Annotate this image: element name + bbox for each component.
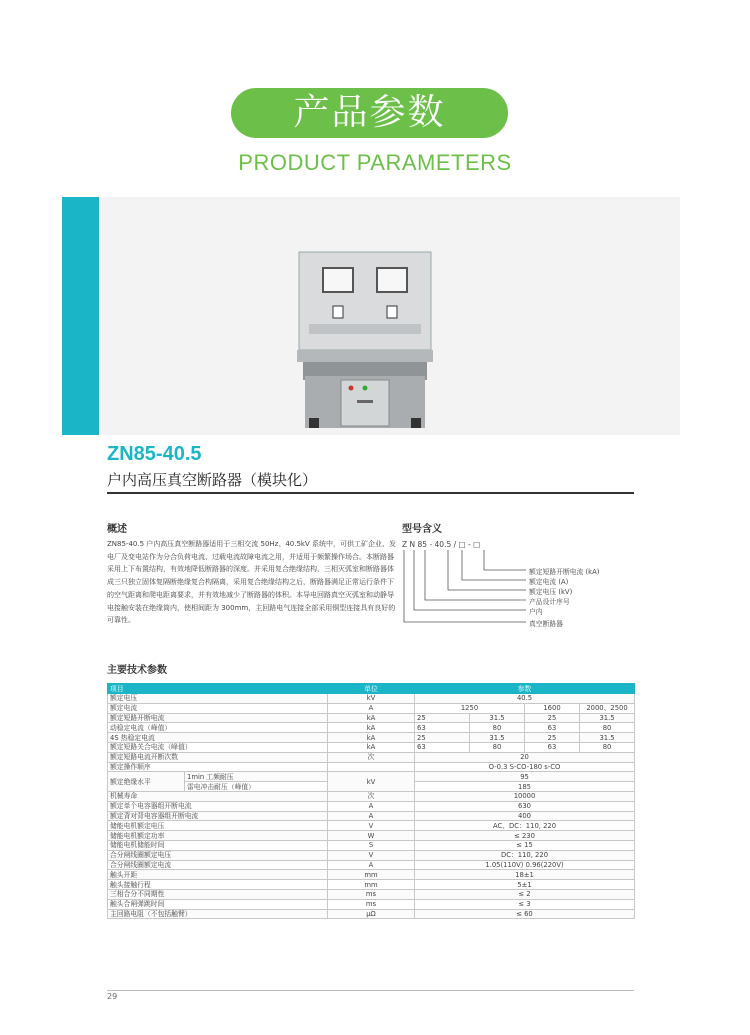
row-value: 63 <box>415 723 470 733</box>
model-code-item: 额定短路开断电流 (kA) <box>529 568 600 576</box>
footer-divider <box>107 990 634 991</box>
product-name: 户内高压真空断路器（模块化） <box>107 471 318 489</box>
row-unit: A <box>328 860 415 870</box>
row-unit: kA <box>328 742 415 752</box>
specs-heading: 主要技术参数 <box>107 665 167 676</box>
row-value: 18±1 <box>415 870 635 880</box>
row-unit: mm <box>328 880 415 890</box>
divider <box>107 492 634 494</box>
row-label: 触头接触行程 <box>108 880 328 890</box>
table-row <box>108 703 635 713</box>
row-label: 动稳定电流（峰值） <box>108 723 328 733</box>
table-row <box>108 860 635 870</box>
row-value: 25 <box>415 733 470 743</box>
row-label: 储能电机储能时间 <box>108 840 328 850</box>
row-unit <box>328 762 415 772</box>
model-code-diagram <box>400 550 530 640</box>
row-label: 额定短路开断电流 <box>108 713 328 723</box>
row-sublabel: 1min 工频耐压 <box>185 772 328 782</box>
table-row <box>108 899 635 909</box>
page-number: 29 <box>107 992 118 1001</box>
row-unit: A <box>328 801 415 811</box>
row-unit: A <box>328 703 415 713</box>
product-model: ZN85-40.5 <box>107 443 202 465</box>
row-unit: kA <box>328 713 415 723</box>
table-row <box>108 772 635 782</box>
row-value: 63 <box>415 742 470 752</box>
table-row <box>108 909 635 919</box>
accent-bar <box>62 197 99 435</box>
table-row <box>108 880 635 890</box>
row-value: 31.5 <box>580 733 635 743</box>
row-label: 触头合闸弹跳时间 <box>108 899 328 909</box>
table-row <box>108 713 635 723</box>
table-row <box>108 840 635 850</box>
row-label: 额定短路关合电流（峰值） <box>108 742 328 752</box>
row-value: 25 <box>525 713 580 723</box>
row-unit: W <box>328 831 415 841</box>
row-unit: S <box>328 840 415 850</box>
column-header: 项目 <box>108 684 328 694</box>
row-value: ≤ 2 <box>415 889 635 899</box>
row-label: 储能电机额定电压 <box>108 821 328 831</box>
circuit-breaker-photo <box>295 250 435 430</box>
row-unit: kA <box>328 723 415 733</box>
row-value: 40.5 <box>415 694 635 704</box>
row-value: O-0.3 S-CO-180 s-CO <box>415 762 635 772</box>
row-value: 63 <box>525 723 580 733</box>
row-value: 1250 <box>415 703 525 713</box>
row-unit: kA <box>328 733 415 743</box>
row-value: 80 <box>580 723 635 733</box>
row-value: 80 <box>580 742 635 752</box>
row-value: ≤ 15 <box>415 840 635 850</box>
row-value: 31.5 <box>470 733 525 743</box>
table-header-row <box>108 684 635 694</box>
table-row <box>108 752 635 762</box>
row-label: 额定操作顺序 <box>108 762 328 772</box>
row-unit: 次 <box>328 791 415 801</box>
row-value: 95 <box>415 772 635 782</box>
table-row <box>108 831 635 841</box>
table-row <box>108 742 635 752</box>
row-unit: mm <box>328 870 415 880</box>
row-unit: kV <box>328 694 415 704</box>
row-label: 三相合分不同期性 <box>108 889 328 899</box>
row-value: 10000 <box>415 791 635 801</box>
row-value: 25 <box>525 733 580 743</box>
row-value: AC、DC：110, 220 <box>415 821 635 831</box>
row-value: 400 <box>415 811 635 821</box>
overview-text: ZN85-40.5 户内高压真空断路器适用于三相交流 50Hz、40.5kV 系统中，可供工矿企业、发电厂及变电站作为分合负荷电流、过载电流故障电流之用，并适用于频繁操作场合。本断路器采用上下布置结构，有效地降低断路器的深度。并采用复合绝缘结构，三相灭弧室和断路器体成三只独立固体复隔断绝缘复合构隔离，采用复合绝缘结构之后，断路器满足正常运行条件下的空气距离和爬电距离要求，并有效地减少了断路器的体积。本导电回路真空灭弧室和动静导电接触安装在绝缘筒内，使相间距为 300mm，主回路电气连接全部采用铜型连接具有良好的可靠性。 <box>107 540 396 625</box>
table-row <box>108 694 635 704</box>
row-value: 31.5 <box>470 713 525 723</box>
row-unit: kV <box>328 772 415 792</box>
model-code-item: 额定电压 (kV) <box>529 588 573 596</box>
row-label: 主回路电阻（不包括触臂） <box>108 909 328 919</box>
row-value: 630 <box>415 801 635 811</box>
table-row <box>108 801 635 811</box>
row-unit: V <box>328 821 415 831</box>
table-row <box>108 870 635 880</box>
row-unit: ms <box>328 899 415 909</box>
row-value: 25 <box>415 713 470 723</box>
table-row <box>108 733 635 743</box>
row-value: DC：110, 220 <box>415 850 635 860</box>
model-code-item: 额定电流 (A) <box>529 578 569 586</box>
model-code-item: 户内 <box>529 608 543 616</box>
row-value: 1.05(110V) 0.96(220V) <box>415 860 635 870</box>
column-header: 单位 <box>328 684 415 694</box>
row-value: 80 <box>470 742 525 752</box>
row-label: 额定短路电流开断次数 <box>108 752 328 762</box>
row-label: 合分闸线圈额定电压 <box>108 850 328 860</box>
row-value: ≤ 230 <box>415 831 635 841</box>
row-value: ≤ 60 <box>415 909 635 919</box>
table-row <box>108 762 635 772</box>
row-label: 合分闸线圈额定电流 <box>108 860 328 870</box>
table-row <box>108 811 635 821</box>
row-unit: μΩ <box>328 909 415 919</box>
row-unit: A <box>328 811 415 821</box>
row-label: 触头开距 <box>108 870 328 880</box>
model-code-item: 产品设计序号 <box>529 598 570 606</box>
model-code-string: Z N 85 - 40.5 / □ - □ <box>402 540 481 549</box>
row-sublabel: 雷电冲击耐压（峰值） <box>185 782 328 792</box>
model-code-heading: 型号含义 <box>402 524 442 535</box>
row-value: 80 <box>470 723 525 733</box>
page-subtitle: PRODUCT PARAMETERS <box>238 150 512 175</box>
row-label: 额定绝缘水平 <box>108 772 185 792</box>
row-label: 机械寿命 <box>108 791 328 801</box>
row-value: 31.5 <box>580 713 635 723</box>
page-title-badge: 产品参数 <box>231 88 508 138</box>
row-label: 额定单个电容器组开断电流 <box>108 801 328 811</box>
model-code-item: 真空断路器 <box>529 620 563 628</box>
row-unit: ms <box>328 889 415 899</box>
table-row <box>108 889 635 899</box>
row-label: 4S 热稳定电流 <box>108 733 328 743</box>
row-label: 储能电机额定功率 <box>108 831 328 841</box>
row-value: 2000、2500 <box>580 703 635 713</box>
table-row <box>108 791 635 801</box>
row-value: 5±1 <box>415 880 635 890</box>
row-value: 20 <box>415 752 635 762</box>
table-row <box>108 850 635 860</box>
table-row <box>108 821 635 831</box>
row-value: 63 <box>525 742 580 752</box>
row-value: 1600 <box>525 703 580 713</box>
row-label: 额定电压 <box>108 694 328 704</box>
row-value: 185 <box>415 782 635 792</box>
specs-table <box>107 683 635 919</box>
column-header: 参数 <box>415 684 635 694</box>
table-row <box>108 723 635 733</box>
row-unit: 次 <box>328 752 415 762</box>
row-unit: V <box>328 850 415 860</box>
row-value: ≤ 3 <box>415 899 635 909</box>
row-label: 额定背对背电容器组开断电流 <box>108 811 328 821</box>
row-label: 额定电流 <box>108 703 328 713</box>
overview-heading: 概述 <box>107 524 127 535</box>
